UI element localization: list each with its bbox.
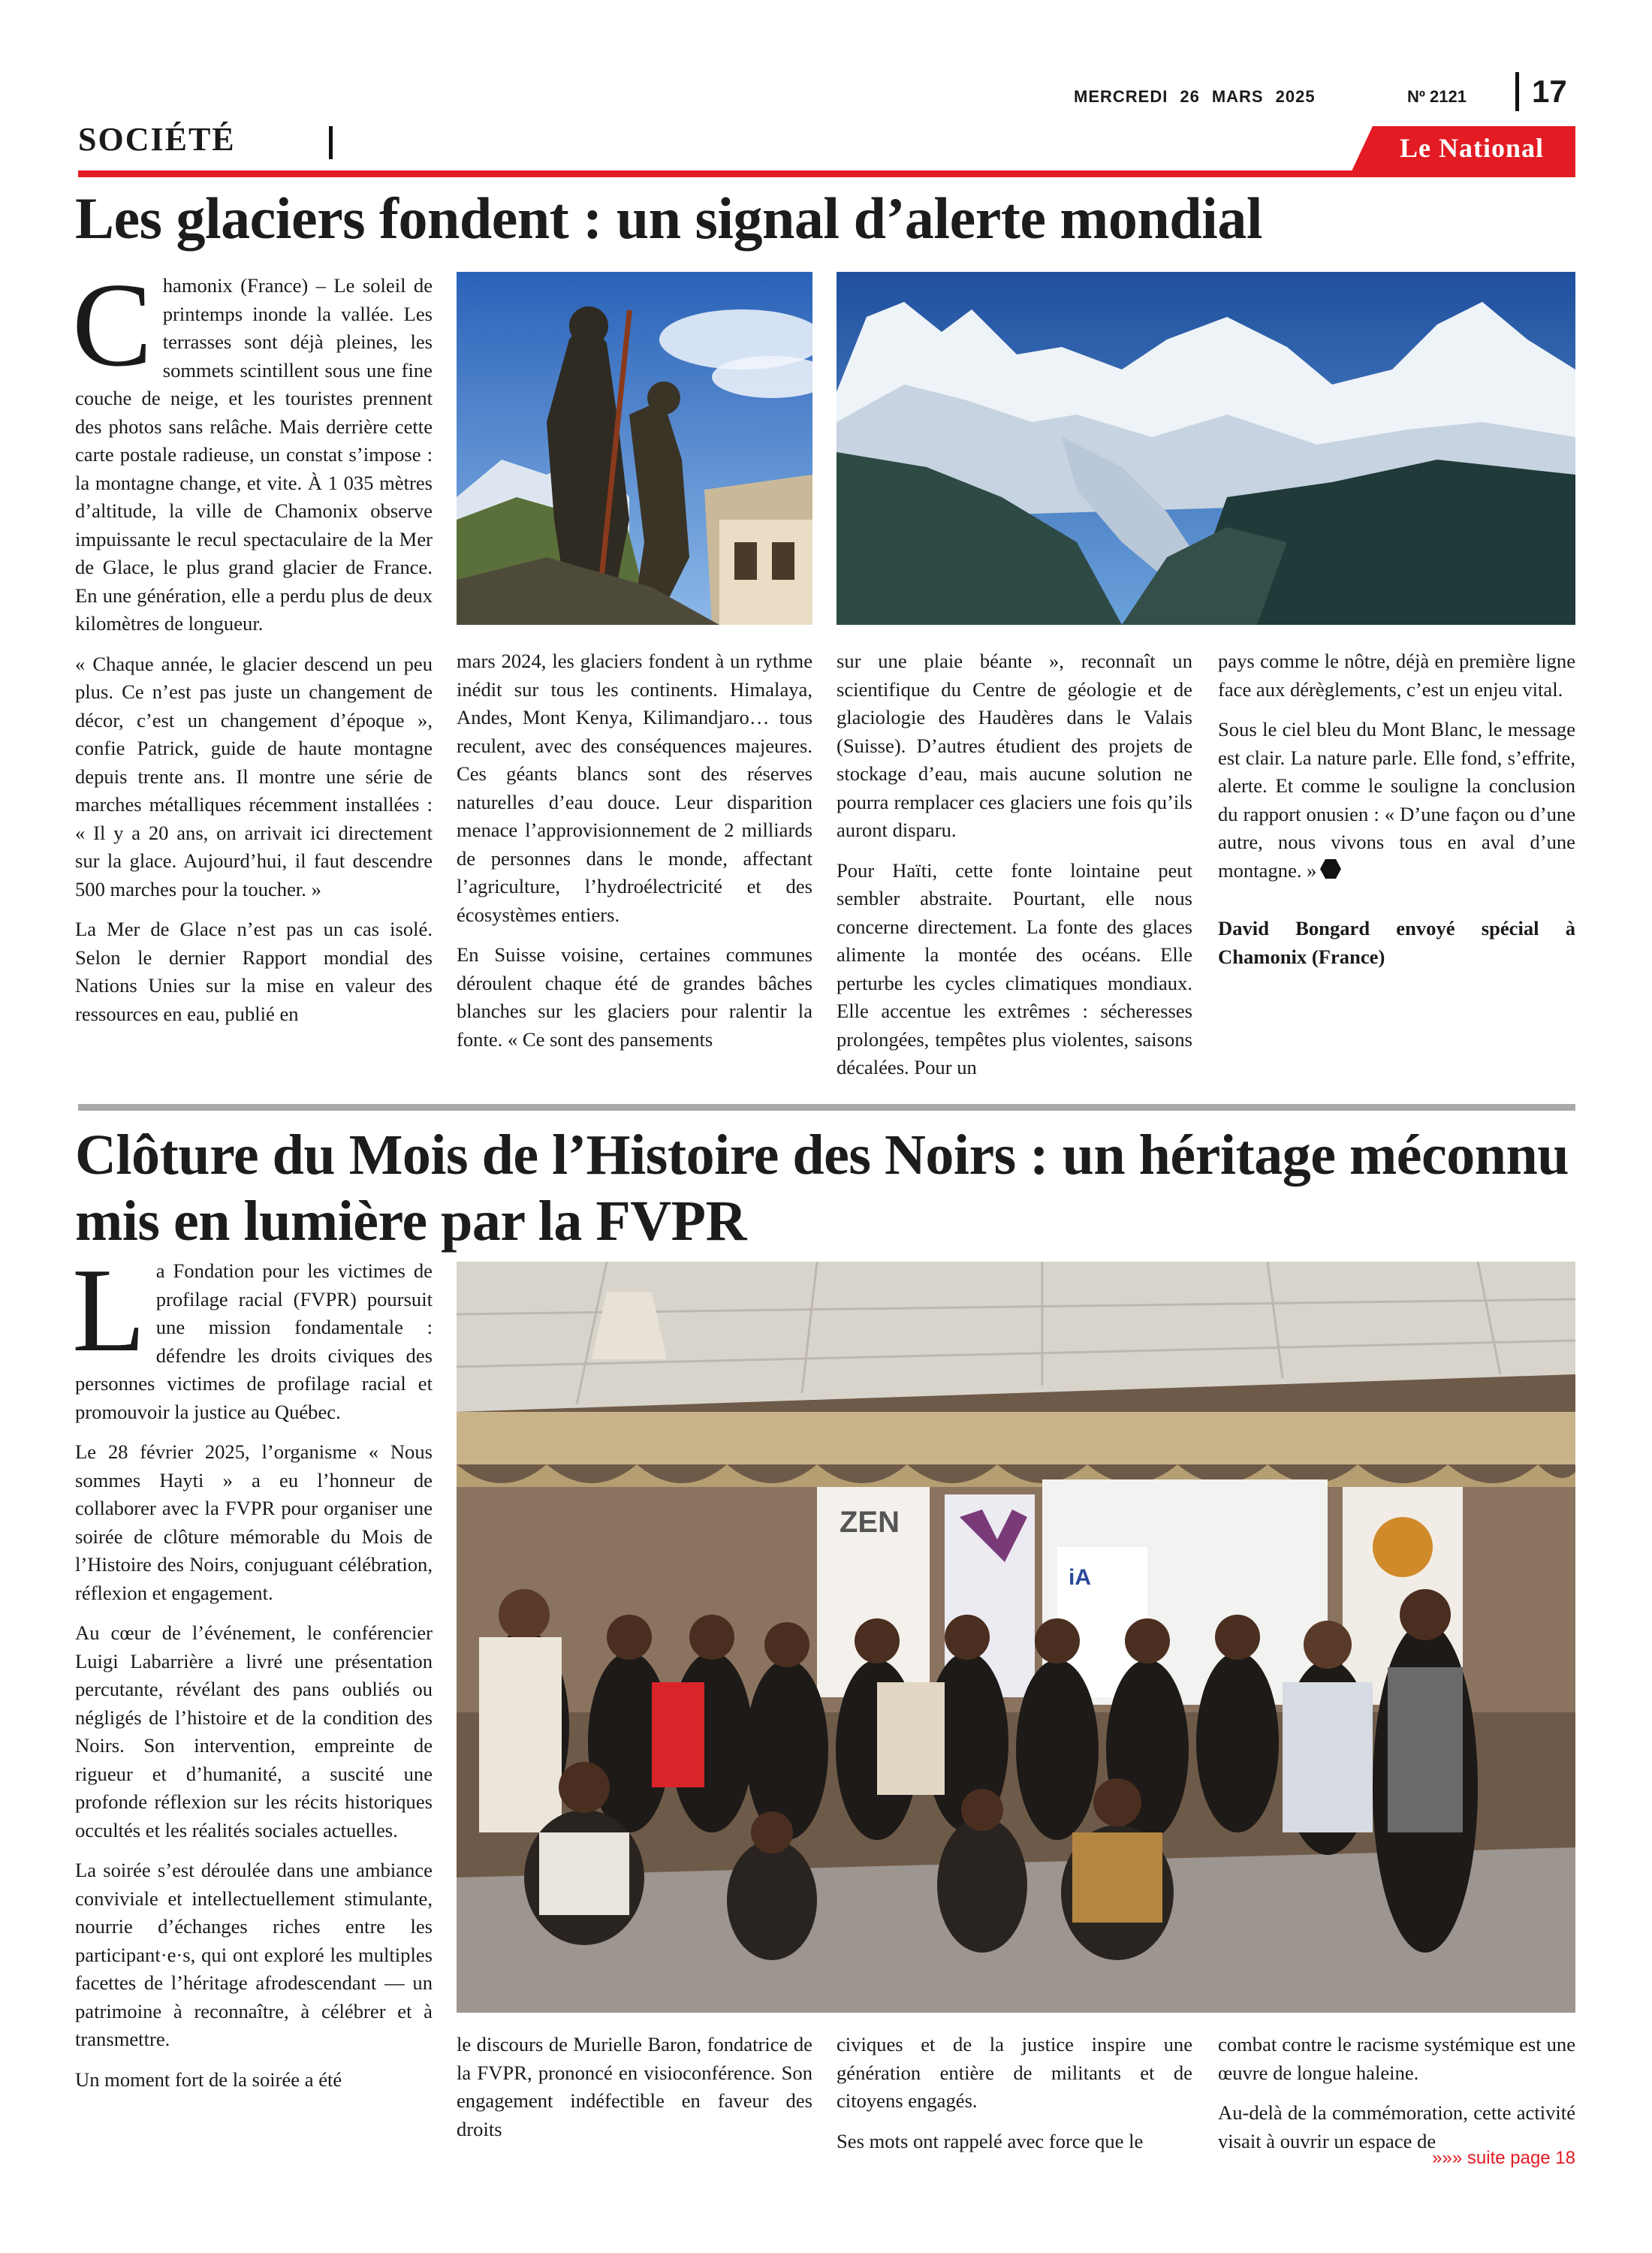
issue-day: MERCREDI [1074, 87, 1168, 106]
continuation-link[interactable]: »»» suite page 18 [1432, 2148, 1575, 2168]
article1-headline: Les glaciers fondent : un signal d’alerte mondial [75, 185, 1263, 251]
ia-banner-label: iA [1069, 1565, 1091, 1590]
article2-column-2 [457, 2031, 812, 2155]
article2-paragraph: Au cœur de l’événement, le conférencier Luigi Labarrière a livré une présentation percutante, révélant des pans oubliés ou négligés de l’histoire et de la condition des Noirs. Son intervention, empreinte de rigueur et d’humanité, a suscité une profonde réflexion sur les récits historiques occultés et les réalités sociales actuelles. [75, 1621, 433, 1841]
article1-paragraph: Pour Haïti, cette fonte lointaine peut sembler abstraite. Pourtant, elle nous concerne directement. La fonte des glaces alimente la montée des océans. Elle perturbe les cycles climatiques mondiaux. Elle accentue les extrêmes : sécheresses prolongées, tempêtes plus violentes, saisons décalées. Pour un [837, 858, 1192, 1078]
article1-paragraph: « Chaque année, le glacier descend un peu plus. Ce n’est pas juste un changement de décor, c’est un changement d’époque », confie Patrick, guide de haute montagne depuis trente ans. Il montre une série de marches métalliques récemment installées : « Il y a 20 ans, on arrivait ici directement sur la glace. Aujourd’hui, il faut descendre 500 marches pour la toucher. » [75, 652, 433, 900]
zen-banner-label: ZEN [840, 1506, 900, 1539]
statue-photo [457, 272, 812, 625]
mont-blanc-photo [837, 272, 1575, 625]
article2-dropcap: L [72, 1243, 146, 1377]
issue-month: MARS [1211, 87, 1264, 106]
article1-column-2 [457, 647, 812, 1066]
issue-date [1074, 87, 1328, 107]
article2-paragraph: La soirée s’est déroulée dans une ambiance conviviale et intellectuellement stimulante, nourrie d’échanges riches entre les participant·e·s, qui ont exploré les multiples facettes de l’héritage afrodescendant — un patrimoine à reconnaître, à célébrer et à transmettre. [75, 1859, 433, 2050]
article2-column-3 [837, 2031, 1192, 2167]
article1-column-3 [837, 647, 1192, 1094]
article1-paragraph: En Suisse voisine, certaines communes déroulent chaque été de grandes bâches blanches sur les glaciers pour ralentir la fonte. « Ce sont des pansements [457, 943, 812, 1051]
article1-paragraph-text: Sous le ciel bleu du Mont Blanc, le message est clair. La nature parle. Elle fond, s’effrite, alerte. Et comme le souligne la conclusion du rapport onusien : « D’une façon ou d’une autre, nous vivons tous en aval d’une montagne. » [1218, 718, 1575, 882]
article2-headline: Clôture du Mois de l’Histoire des Noirs : un héritage méconnu mis en lumière par la FVPR [75, 1123, 1569, 1253]
group-photo [457, 1262, 1575, 2013]
article2-paragraph: Le 28 février 2025, l’organisme « Nous sommes Hayti » a eu l’honneur de collaborer avec la FVPR pour organiser une soirée de clôture mémorable du Mois de l’Histoire des Noirs, conjuguant célébration, réflexion et engagement. [75, 1440, 433, 1604]
section-separator [329, 126, 333, 159]
article1-paragraph: sur une plaie béante », reconnaît un scientifique du Centre de géologie et de glaciologie des Haudères dans le Valais (Suisse). D’autres étudient des projets de stockage d’eau, mais aucune solution ne pourra remplacer ces glaciers une fois qu’ils auront disparu. [837, 650, 1192, 841]
article2-paragraph: combat contre le racisme systémique est une œuvre de longue haleine. [1218, 2033, 1575, 2084]
issue-date-number: 26 [1180, 87, 1200, 106]
header-rule [78, 170, 1575, 177]
article2-paragraph: civiques et de la justice inspire une génération entière de militants et de citoyens engagés. [837, 2033, 1192, 2112]
article2-paragraph: a Fondation pour les victimes de profilage racial (FVPR) poursuit une mission fondamentale : défendre les droits civiques des personnes victimes de profilage racial et promouvoir la justice au Québec. [75, 1259, 433, 1423]
article2-paragraph: le discours de Murielle Baron, fondatrice de la FVPR, prononcé en visioconférence. Son engagement indéfectible en faveur des droits [457, 2033, 812, 2140]
article2-paragraph: Ses mots ont rappelé avec force que le [837, 2129, 1144, 2152]
article1-paragraph: La Mer de Glace n’est pas un cas isolé. Selon le dernier Rapport mondial des Nations Unies sur la mise en valeur des ressources en eau, publié en [75, 918, 433, 1025]
article1-column-1 [72, 258, 433, 1040]
article1-byline: David Bongard envoyé spécial à Chamonix (France) [1218, 917, 1575, 968]
article1-paragraph: hamonix (France) – Le soleil de printemps inonde la vallée. Les terrasses sont déjà pleines, les sommets scintillent sous une fine couche de neige, et les touristes prennent des photos sans relâche. Mais derrière cette carte postale radieuse, un constat s’impose : la montagne change, et vite. À 1 035 mètres d’altitude, la ville de Chamonix observe impuissante le recul spectaculaire de la Mer de Glace, le plus grand glacier de France. En une génération, elle a perdu plus de deux kilomètres de longueur. [75, 274, 433, 635]
article-divider [78, 1104, 1575, 1111]
article1-paragraph [1218, 716, 1575, 885]
article2-paragraph: Au-delà de la commémoration, cette activité visait à ouvrir un espace de [1218, 2101, 1575, 2152]
issue-number: Nº 2121 [1407, 87, 1467, 106]
article1-paragraph: mars 2024, les glaciers fondent à un rythme inédit sur tous les continents. Himalaya, Andes, Mont Kenya, Kilimandjaro… tous reculent, avec des conséquences majeures. Ces géants blancs sont des réserves naturelles d’eau douce. Leur disparition menace l’approvisionnement de 2 milliards de personnes dans le monde, affectant l’agriculture, l’hydroélectricité et des écosystèmes entiers. [457, 650, 812, 926]
article1-column-4 [1218, 647, 1575, 983]
page-number-separator [1515, 72, 1519, 111]
section-title: SOCIÉTÉ [78, 121, 236, 158]
article1-dropcap: C [72, 258, 152, 391]
article2-column-1 [72, 1243, 433, 2106]
article2-column-4 [1218, 2031, 1575, 2167]
article2-paragraph: Un moment fort de la soirée a été [75, 2068, 342, 2091]
hexagon-end-icon [1319, 858, 1342, 880]
issue-year: 2025 [1275, 87, 1316, 106]
page-number: 17 [1532, 74, 1567, 109]
mont-blanc-photo-art [837, 272, 1575, 625]
brand-name: Le National [1399, 133, 1544, 163]
statue-photo-art [457, 272, 812, 625]
article1-paragraph: pays comme le nôtre, déjà en première ligne face aux dérèglements, c’est un enjeu vital. [1218, 650, 1575, 701]
group-photo-art [457, 1262, 1575, 2013]
